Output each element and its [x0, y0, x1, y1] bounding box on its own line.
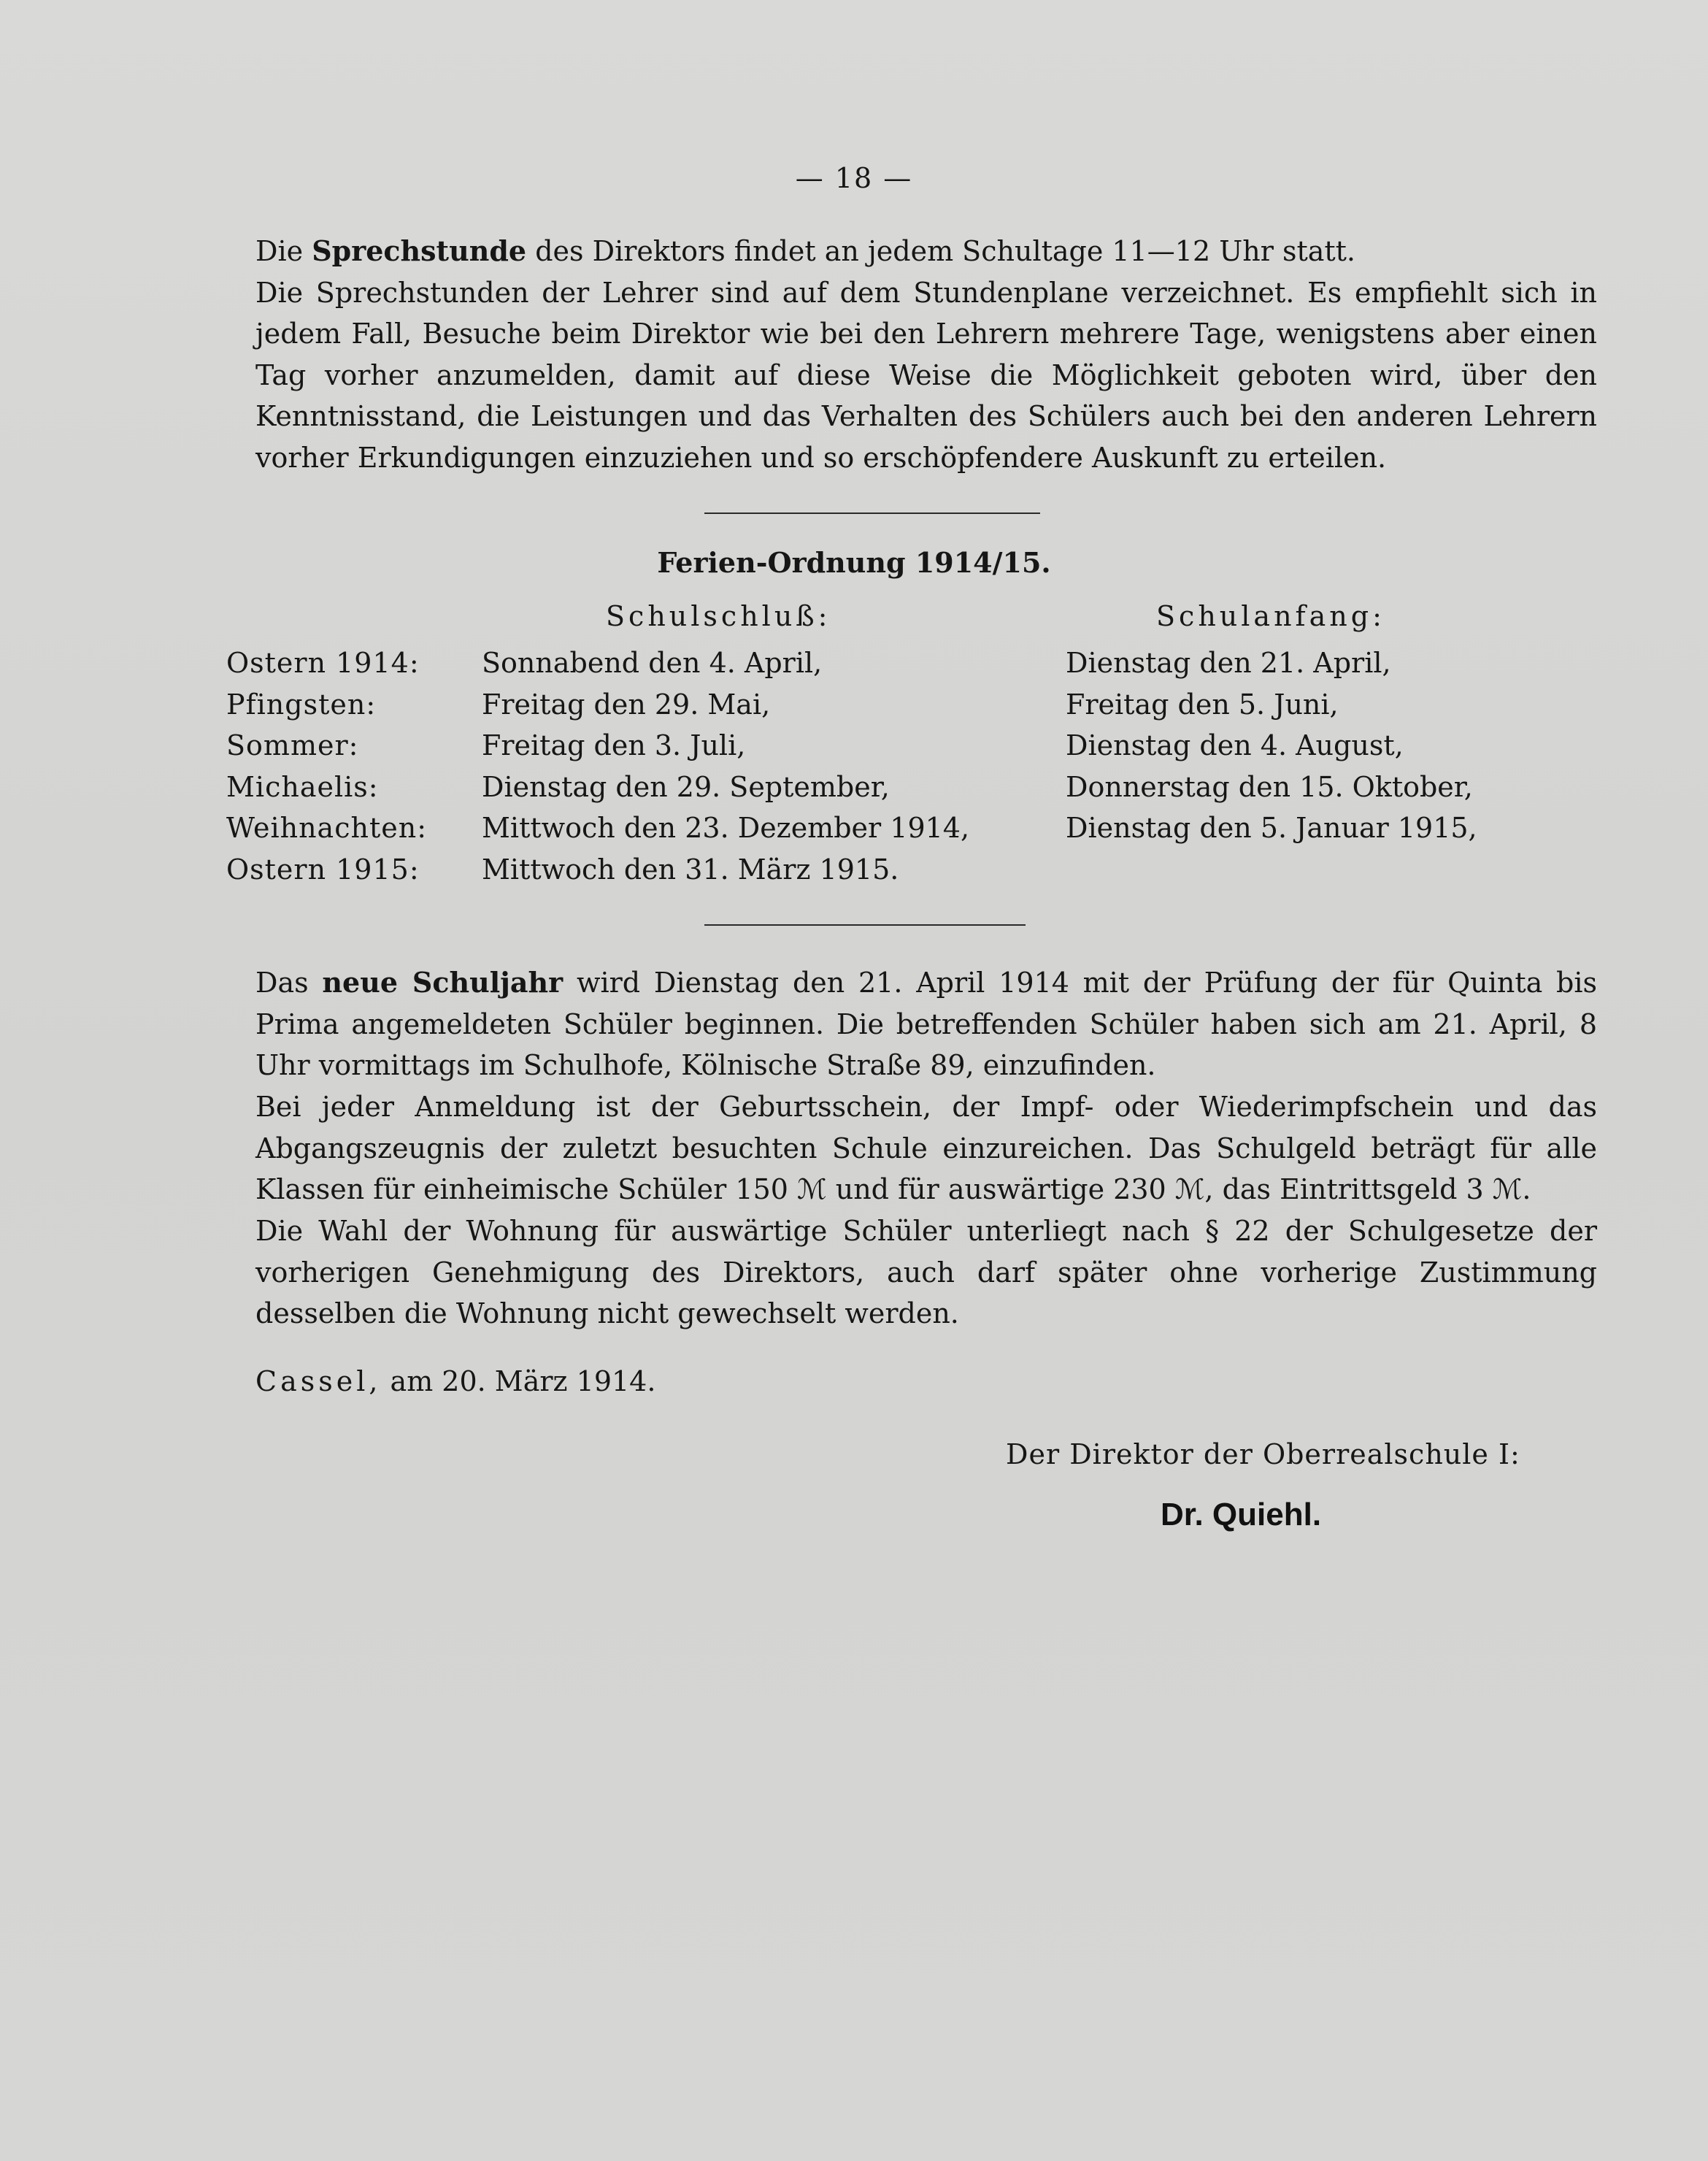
holiday-table — [226, 642, 1482, 891]
table-row — [226, 807, 1482, 849]
signature-title: Der Direktor der Oberrealschule I: — [1006, 1438, 1520, 1470]
school-start-date: Dienstag den 4. August, — [1066, 729, 1404, 762]
teacher-hours-paragraph: Die Sprechstunden der Lehrer sind auf dem Stundenplane verzeichnet. Es empfiehlt sich in jedem Fall, Besuche beim Direktor wie bei den Lehrern mehrere Tage, wenigstens aber einen Tag vorher anzumelden, damit auf diese Weise die Möglichkeit geboten wird, über den Kenntnisstand, die Leistungen und das Verhalten des Schülers auch bei den anderen Lehrern vorher Erkundigungen einzuziehen und so erschöpfendere Auskunft zu erteilen. — [255, 276, 1597, 474]
new-school-year-paragraph: Das neue Schuljahr wird Dienstag den 21. April 1914 mit der Prüfung der für Quinta bis Prima angemeldeten Schüler beginnen. Die betreffenden Schüler haben sich am 21. April, 8 Uhr vormittags im Schulhofe, Kölnische Straße 89, einzufinden. — [255, 966, 1597, 1082]
date: am 20. März 1914. — [381, 1365, 656, 1397]
school-end-date: Freitag den 3. Juli, — [482, 729, 746, 762]
table-row — [226, 725, 1482, 767]
period-label: Pfingsten: — [226, 688, 377, 721]
housing-paragraph: Die Wahl der Wohnung für auswärtige Schüler unterliegt nach § 22 der Schulgesetze der vorherigen Genehmigung des Direktors, auch darf später ohne vorherige Zustimmung desselben die Wohnung nicht gewechselt werden. — [255, 1215, 1597, 1330]
registration-paragraph: Bei jeder Anmeldung ist der Geburtsschein, der Impf- oder Wiederimpfschein und das Abgangszeugnis der zuletzt besuchten Schule einzureichen. Das Schulgeld beträgt für alle Klassen für einheimische Schüler 150 ℳ und für auswärtige 230 ℳ, das Eintrittsgeld 3 ℳ. — [255, 1091, 1597, 1206]
divider-top — [704, 513, 1040, 514]
column-school-end: Schulschluß: — [606, 600, 831, 632]
school-end-date: Freitag den 29. Mai, — [482, 688, 771, 721]
period-label: Ostern 1915: — [226, 853, 420, 886]
school-start-date: Donnerstag den 15. Oktober, — [1066, 770, 1473, 803]
school-start-date: Dienstag den 5. Januar 1915, — [1066, 812, 1477, 845]
school-start-date: Dienstag den 21. April, — [1066, 647, 1391, 679]
period-label: Ostern 1914: — [226, 647, 420, 679]
school-end-date: Dienstag den 29. September, — [482, 770, 890, 803]
place: Cassel, — [255, 1365, 382, 1397]
school-end-date: Mittwoch den 31. März 1915. — [482, 853, 899, 886]
page-number: — 18 — — [795, 162, 913, 194]
table-row — [226, 767, 1482, 808]
place-date — [255, 1365, 655, 1397]
table-row — [226, 684, 1482, 726]
signature-name: Dr. Quiehl. — [1161, 1497, 1322, 1532]
school-start-date: Freitag den 5. Juni, — [1066, 688, 1339, 721]
new-school-year-term: neue Schuljahr — [322, 966, 563, 999]
school-end-date: Sonnabend den 4. April, — [482, 647, 823, 679]
school-end-date: Mittwoch den 23. Dezember 1914, — [482, 812, 970, 845]
period-label: Michaelis: — [226, 770, 379, 803]
office-hours-line: Die Sprechstunde des Direktors findet an jedem Schultage 11—12 Uhr statt. — [255, 234, 1355, 267]
divider-bottom — [704, 924, 1026, 926]
period-label: Sommer: — [226, 729, 359, 762]
office-hours-term: Sprechstunde — [312, 234, 527, 267]
period-label: Weihnachten: — [226, 812, 427, 845]
table-row — [226, 849, 1482, 891]
table-row — [226, 642, 1482, 684]
schedule-title: Ferien-Ordnung 1914/15. — [657, 546, 1051, 579]
office-hours-paragraph — [139, 231, 1597, 479]
column-school-start: Schulanfang: — [1156, 600, 1385, 632]
